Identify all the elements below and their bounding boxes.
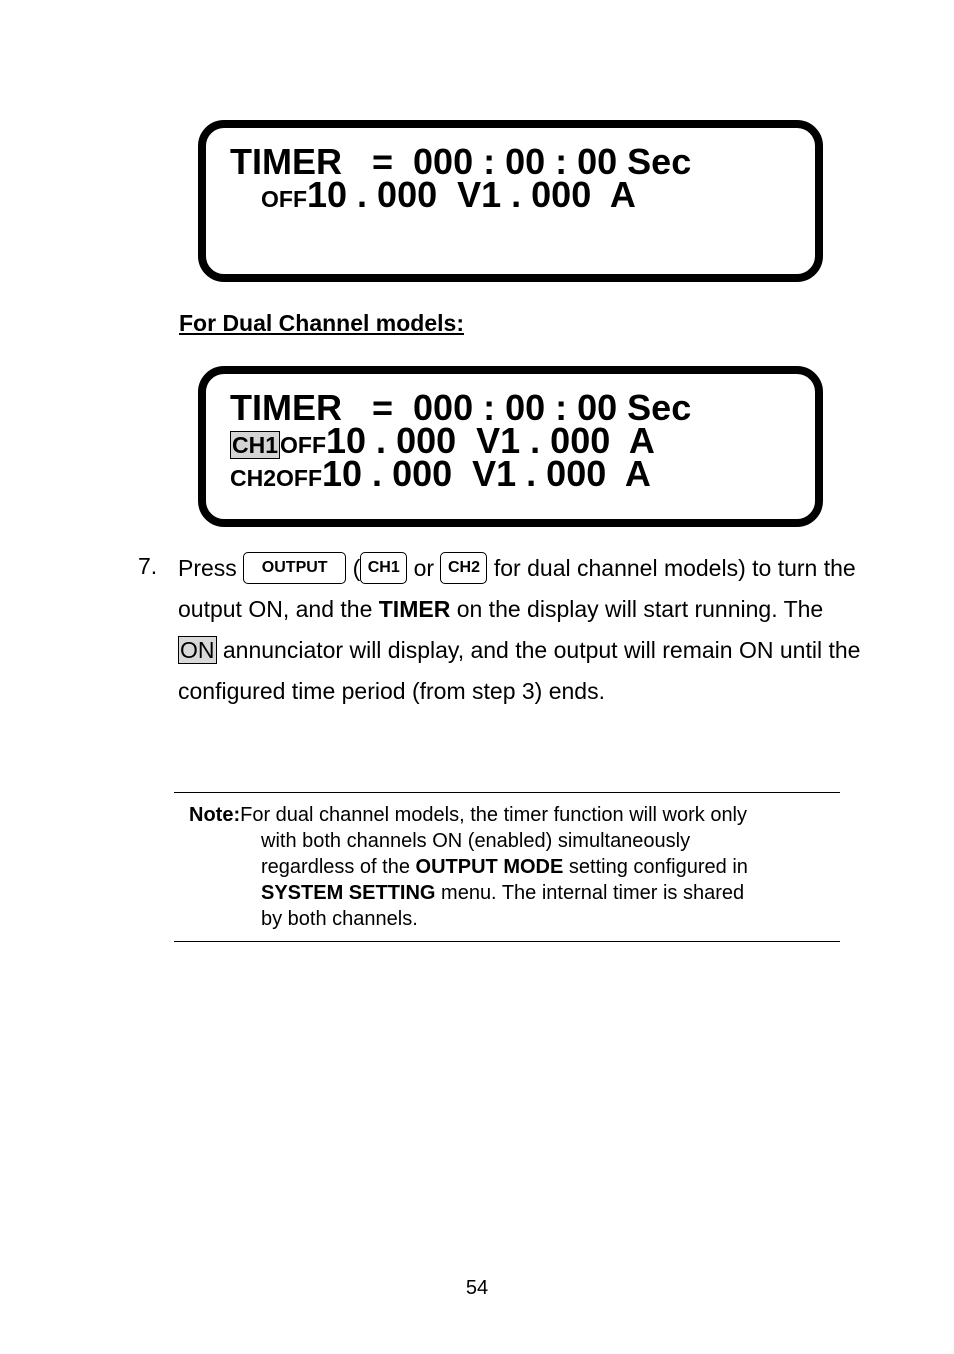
note-label: Note: (189, 804, 241, 826)
lcd-ch1-values: 10 . 000 V1 . 000 A (326, 420, 655, 461)
note-line-4: SYSTEM SETTING menu. The internal timer is shared (261, 882, 745, 904)
lcd-display-dual (198, 366, 823, 527)
note-line-2: with both channels ON (enabled) simultaneously (261, 830, 691, 852)
output-key: OUTPUT (243, 552, 346, 584)
open-paren: ( (352, 555, 361, 581)
ch1-key: CH1 (360, 552, 407, 584)
lcd-ch2-line (230, 453, 651, 494)
note-block (189, 802, 839, 932)
step-7-text (178, 548, 868, 712)
timer-bold: TIMER (378, 596, 451, 622)
lcd-ch1-label: CH1 (232, 432, 279, 458)
lcd-ch2-values: 10 . 000 V1 . 000 A (322, 453, 651, 494)
note-top-rule (174, 792, 840, 793)
lcd-timer-line: TIMER = 000 : 00 : 00 Sec (230, 387, 692, 428)
step-text-a: for dual channel models) to turn the output ON, and the (178, 555, 856, 622)
note-bottom-rule (174, 941, 840, 942)
lcd-output-line (261, 174, 636, 215)
or-text: or (413, 555, 435, 581)
step-number: 7. (138, 553, 158, 579)
note-line-1: Note:For dual channel models, the timer function will work only (189, 804, 748, 826)
ch2-key: CH2 (440, 552, 487, 584)
step-text-c: annunciator will display, and the output will remain ON until the configured time period (from step 3) ends. (178, 637, 861, 704)
lcd-display-single (198, 120, 823, 282)
step-text-b: on the display will start running. The (456, 596, 824, 622)
press-text: Press (178, 555, 237, 581)
lcd-status: OFF (261, 186, 307, 212)
lcd-ch1-status: OFF (280, 432, 327, 458)
lcd-values: 10 . 000 V1 . 000 A (307, 174, 636, 215)
note-line-5: by both channels. (261, 908, 418, 930)
note-line-3: regardless of the OUTPUT MODE setting configured in (261, 856, 748, 878)
lcd-timer-line: TIMER = 000 : 00 : 00 Sec (230, 141, 692, 182)
lcd-ch2-status: OFF (276, 465, 323, 491)
lcd-ch2-label: CH2 (230, 465, 277, 491)
page-number: 54 (465, 1277, 489, 1299)
on-annunciator: ON (180, 637, 215, 663)
dual-channel-heading: For Dual Channel models: (179, 310, 464, 336)
